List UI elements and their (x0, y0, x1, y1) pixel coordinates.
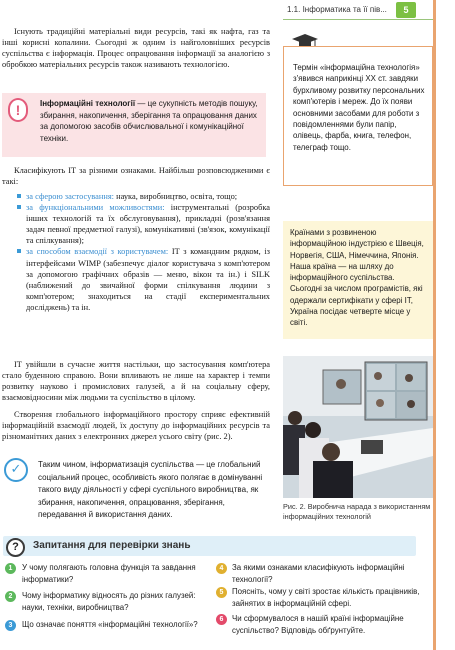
question-number-5: 5 (216, 587, 227, 598)
question-number-6: 6 (216, 614, 227, 625)
question-1: У чому полягають головна функція та завдання інформатики? (22, 563, 196, 584)
definition-term: Інформаційні технології (40, 99, 136, 108)
question-number-1: 1 (5, 563, 16, 574)
definition-text: Інформаційні технології — це сукупність методів пошуку, збирання, накопичення, зберігання та опрацювання даних за допомогою засобів обчислювальної і комунікаційної техніки. (40, 99, 258, 143)
question-number-4: 4 (216, 563, 227, 574)
sidebar-note-text: Термін «інформаційна технологія» з'явився наприкінці XX ст. завдяки бурхливому розвитку персональних комп'ютерів і мереж. До їх появи основними засобами для роботи з повідомленнями були папір, олівець, фарба, книга, телефон, телеграф тощо. (293, 63, 425, 152)
impact-paragraph: ІТ увійшли в сучасне життя настільки, що застосування комп'ютера стало буденною справою. Вони впливають не лише на характер і темпи розвитку науково і промислових галузей, а й на соціальну сферу, взаємовідносини між людьми та суспільство в цілому. (2, 360, 270, 403)
question-number-2: 2 (5, 591, 16, 602)
questions-title: Запитання для перевірки знань (33, 540, 191, 551)
sidebar-fact-text: Країнами з розвиненою інформаційною індустрією є Швеція, Норвегія, США, Німеччина, Японія. Наша країна — на шляху до інформаційного суспільства. Сьогодні за числом програмістів, які одержали сертифікати у сфері IT, Україна посідає четверте місце у світі. (290, 228, 424, 328)
page-edge-rule (433, 0, 436, 650)
definition-box (2, 93, 266, 157)
header-divider (283, 19, 433, 20)
graduation-cap-icon (292, 34, 318, 48)
list-item: за сферою застосування: наука, виробництво, освіта, тощо; (26, 191, 270, 202)
summary-text: Таким чином, інформатизація суспільства — це глобальний соціальний процес, особливість якого полягає в домінуванні такого виду діяльності у сфері суспільного виробництва, як збирання, накопичення, опрацювання, зберігання, передавання й використання даних. (38, 460, 263, 520)
list-item: за способом взаємодії з користувачем: ІТ з командним рядком, із інтерфейсами WIMP (забезпечує діалог користувача з комп'ютером за допомогою графічних образів — меню, вікон та ін.) і SILK (наближений до звичайної форми спілкування людини з комп'ютером; знаходиться на стадії експериментальних досліджень) та ін. (26, 246, 270, 313)
figure-caption: Рис. 2. Виробнича нарада з використанням інформаційних технологій (283, 502, 431, 521)
question-6: Чи сформувалося в нашій країні інформаційне суспільство? Відповідь обґрунтуйте. (232, 614, 404, 635)
question-3: Що означає поняття «інформаційні технології»? (22, 620, 198, 629)
question-4: За якими ознаками класифікують інформаційні технології? (232, 563, 405, 584)
question-icon: ? (6, 538, 25, 557)
question-5: Поясніть, чому у світі зростає кількість працівників, зайнятих в інформаційній сфері. (232, 587, 420, 608)
page-number: 5 (396, 2, 416, 18)
global-space-paragraph: Створення глобального інформаційного простору сприяє ефективній інформаційній взаємодії людей, їх доступу до інформаційних ресурсів та різноманітних даних з електронних джерел усього світу (рис. 2). (2, 410, 270, 442)
figure-photo (283, 356, 433, 498)
classification-intro: Класифікують ІТ за різними ознаками. Найбільш розповсюдженими є такі: (2, 166, 270, 187)
section-title: 1.1. Інформатика та її пів... (287, 5, 387, 14)
check-icon: ✓ (4, 458, 28, 482)
exclamation-icon: ! (8, 98, 28, 122)
list-item: за функціональними можливостями: інструментальні (розробка інших технологій та їх обслуговування), прикладні (розв'язання задач певної предметної галузі), комунікативні (зв'язок, комунікації та спілкування); (26, 202, 270, 246)
question-number-3: 3 (5, 620, 16, 631)
classification-list (26, 191, 270, 313)
question-2: Чому інформатику відносять до різних галузей: науки, техніки, виробництва? (22, 591, 196, 612)
intro-paragraph: Існують традиційні матеріальні види ресурсів, такі як нафта, газ та інші корисні копалини. Сьогодні ж одним із найголовніших ресурсів суспільства є інформація. Процес опрацювання інформації за аналогією з обробкою матеріальних ресурсів також називають технологією. (2, 27, 270, 70)
